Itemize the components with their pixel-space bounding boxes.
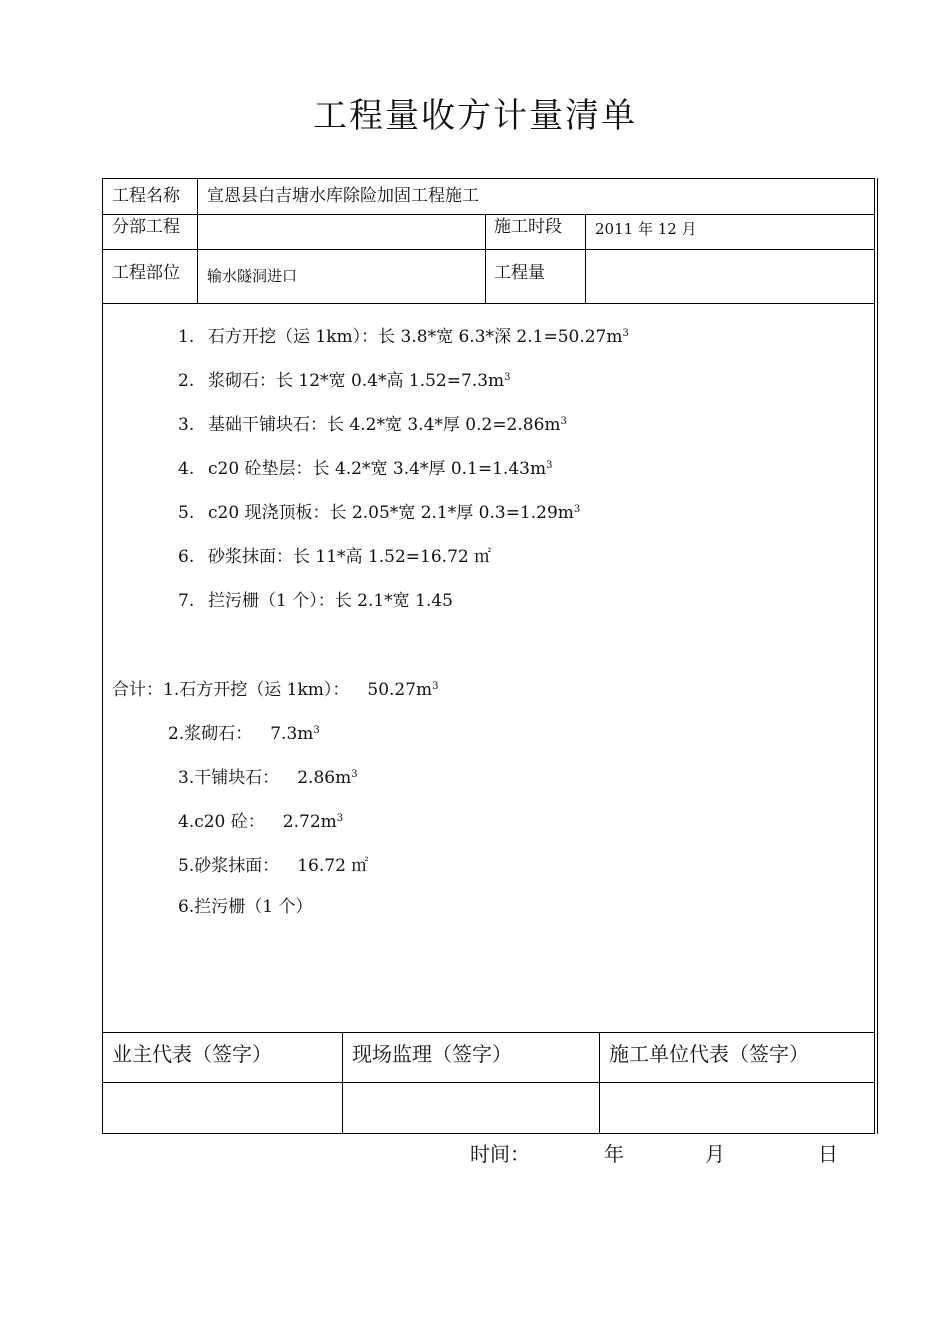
item-unit-sup: 3 xyxy=(560,416,567,427)
list-item xyxy=(178,500,580,523)
item-text: 基础干铺块石：长 4.2*宽 3.4*厚 0.2=2.86m xyxy=(208,415,561,435)
item-text: 砂浆抹面：长 11*高 1.52=16.72 ㎡ xyxy=(208,547,492,567)
item-unit-sup: 3 xyxy=(546,460,553,471)
summary-row xyxy=(178,809,343,832)
item-text: c20 砼垫层：长 4.2*宽 3.4*厚 0.1=1.43m xyxy=(208,459,547,479)
list-item xyxy=(178,544,491,567)
item-text: c20 现浇顶板：长 2.05*宽 2.1*厚 0.3=1.29m xyxy=(208,503,574,523)
summary-value xyxy=(367,677,438,700)
list-item xyxy=(178,412,567,435)
summary-label: 合计： xyxy=(112,680,163,700)
summary-value-sup: 3 xyxy=(432,681,439,692)
item-unit-sup: 3 xyxy=(573,504,581,515)
summary-value-sup: 3 xyxy=(313,725,320,736)
supervisor-signature-label: 现场监理（签字） xyxy=(352,1042,512,1066)
period-value: 2011 年 12 月 xyxy=(595,220,697,238)
period-label: 施工时段 xyxy=(494,217,562,237)
summary-value xyxy=(283,809,343,832)
item-unit-sup: 3 xyxy=(622,328,629,339)
item-text: 拦污栅（1 个）：长 2.1*宽 1.45 xyxy=(208,591,453,611)
date-day: 日 xyxy=(818,1142,838,1166)
item-number: 6. xyxy=(178,547,195,567)
list-item xyxy=(178,324,629,347)
item-text: 浆砌石：长 12*宽 0.4*高 1.52=7.3m xyxy=(208,371,505,391)
sign-col-1 xyxy=(342,1032,343,1133)
list-item xyxy=(178,588,453,611)
sign-col-2 xyxy=(599,1032,600,1133)
border-left xyxy=(102,178,103,1134)
location-value: 输水隧洞进口 xyxy=(207,267,298,285)
summary-value-sup: 3 xyxy=(336,813,344,824)
border-top xyxy=(102,178,875,179)
date-label: 时间： xyxy=(470,1142,530,1166)
summary-value xyxy=(297,853,368,876)
item-number: 1. xyxy=(178,327,195,347)
list-item xyxy=(178,456,552,479)
summary-row xyxy=(178,853,368,876)
summary-value-sup: 3 xyxy=(351,769,358,780)
row-line-1 xyxy=(102,214,875,215)
col-line-label xyxy=(197,178,198,303)
section-label: 分部工程 xyxy=(112,217,180,237)
summary-value-text: 7.3m xyxy=(270,724,314,744)
sign-line-top xyxy=(102,1032,875,1033)
supervisor-signature-field[interactable] xyxy=(344,1084,598,1132)
summary-value-text: 50.27m xyxy=(367,680,433,700)
summary-name: 6.拦污栅（1 个） xyxy=(178,897,313,917)
summary-name: 1.石方开挖（运 1km）： xyxy=(163,680,350,700)
col-line-mid xyxy=(485,214,486,303)
item-text: 石方开挖（运 1km）：长 3.8*宽 6.3*深 2.1=50.27m xyxy=(208,327,623,347)
contractor-signature-label: 施工单位代表（签字） xyxy=(609,1042,809,1066)
owner-signature-field[interactable] xyxy=(104,1084,341,1132)
item-number: 3. xyxy=(178,415,195,435)
summary-row xyxy=(178,765,358,788)
list-item xyxy=(178,368,511,391)
summary-value xyxy=(270,721,320,744)
item-number: 4. xyxy=(178,459,195,479)
quantity-label: 工程量 xyxy=(494,263,545,283)
sign-line-mid xyxy=(102,1082,875,1083)
summary-value-text: 2.86m xyxy=(297,768,352,788)
row-line-3 xyxy=(102,303,875,304)
summary-name: 5.砂浆抹面： xyxy=(178,856,280,876)
date-month: 月 xyxy=(705,1142,725,1166)
border-right-outer xyxy=(877,178,878,1134)
summary-value-text: 2.72m xyxy=(282,812,337,832)
summary-name: 2.浆砌石： xyxy=(168,724,253,744)
project-name-label: 工程名称 xyxy=(112,186,180,206)
date-year: 年 xyxy=(604,1142,624,1166)
summary-row xyxy=(168,721,320,744)
row-line-2 xyxy=(102,249,875,250)
item-number: 2. xyxy=(178,371,195,391)
summary-name: 3.干铺块石： xyxy=(178,768,280,788)
summary-value-text: 16.72 ㎡ xyxy=(297,856,369,876)
summary-row xyxy=(178,897,330,917)
location-label: 工程部位 xyxy=(112,263,180,283)
summary-name: 4.c20 砼： xyxy=(178,812,265,832)
item-number: 5. xyxy=(178,503,195,523)
summary-row xyxy=(112,677,439,700)
item-number: 7. xyxy=(178,591,195,611)
col-line-right xyxy=(585,214,586,303)
summary-value xyxy=(297,765,357,788)
page-title: 工程量收方计量清单 xyxy=(313,96,637,136)
item-unit-sup: 3 xyxy=(504,372,511,383)
form-table xyxy=(102,178,875,1133)
contractor-signature-field[interactable] xyxy=(601,1084,872,1132)
owner-signature-label: 业主代表（签字） xyxy=(112,1042,272,1066)
project-name-value: 宣恩县白吉塘水库除险加固工程施工 xyxy=(207,186,479,206)
border-bottom xyxy=(102,1133,875,1134)
border-right xyxy=(874,178,875,1134)
